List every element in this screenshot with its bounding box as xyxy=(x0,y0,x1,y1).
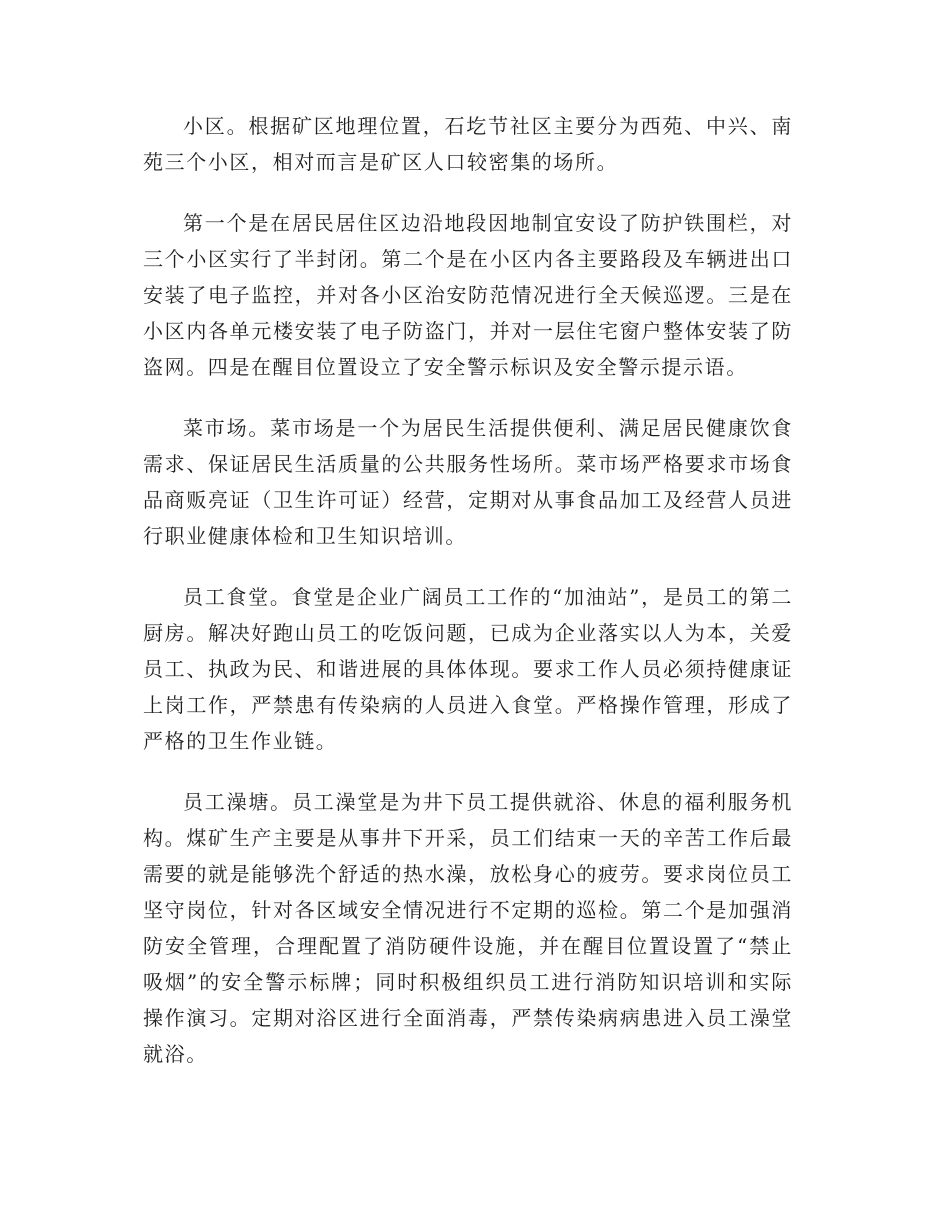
paragraph-market: 菜市场。菜市场是一个为居民生活提供便利、满足居民健康饮食需求、保证居民生活质量的公共服务性场所。菜市场严格要求市场食品商贩亮证（卫生许可证）经营，定期对从事食品加工及经营人员进行职业健康体检和卫生知识培训。 xyxy=(143,416,793,548)
paragraph-residential: 小区。根据矿区地理位置，石圪节社区主要分为西苑、中兴、南苑三个小区，相对而言是矿区人口较密集的场所。 xyxy=(143,114,793,174)
paragraph-canteen: 员工食堂。食堂是企业广阔员工工作的“加油站”，是员工的第二厨房。解决好跑山员工的吃饭问题，已成为企业落实以人为本，关爱员工、执政为民、和谐进展的具体体现。要求工作人员必须持健康证上岗工作，严禁患有传染病的人员进入食堂。严格操作管理，形成了严格的卫生作业链。 xyxy=(143,585,793,753)
paragraph-security-measures: 第一个是在居民居住区边沿地段因地制宜安设了防护铁围栏，对三个小区实行了半封闭。第二个是在小区内各主要路段及车辆进出口安装了电子监控，并对各小区治安防范情况进行全天候巡逻。三是在小区内各单元楼安装了电子防盗门，并对一层住宅窗户整体安装了防盗网。四是在醒目位置设立了安全警示标识及安全警示提示语。 xyxy=(143,211,793,379)
paragraph-bathhouse: 员工澡塘。员工澡堂是为井下员工提供就浴、休息的福利服务机构。煤矿生产主要是从事井下开采，员工们结束一天的辛苦工作后最需要的就是能够洗个舒适的热水澡，放松身心的疲劳。要求岗位员工坚守岗位，针对各区域安全情况进行不定期的巡检。第二个是加强消防安全管理，合理配置了消防硬件设施，并在醒目位置设置了“禁止吸烟”的安全警示标牌；同时积极组织员工进行消防知识培训和实际操作演习。定期对浴区进行全面消毒，严禁传染病病患进入员工澡堂就浴。 xyxy=(143,790,793,1066)
document-body xyxy=(143,108,793,1097)
